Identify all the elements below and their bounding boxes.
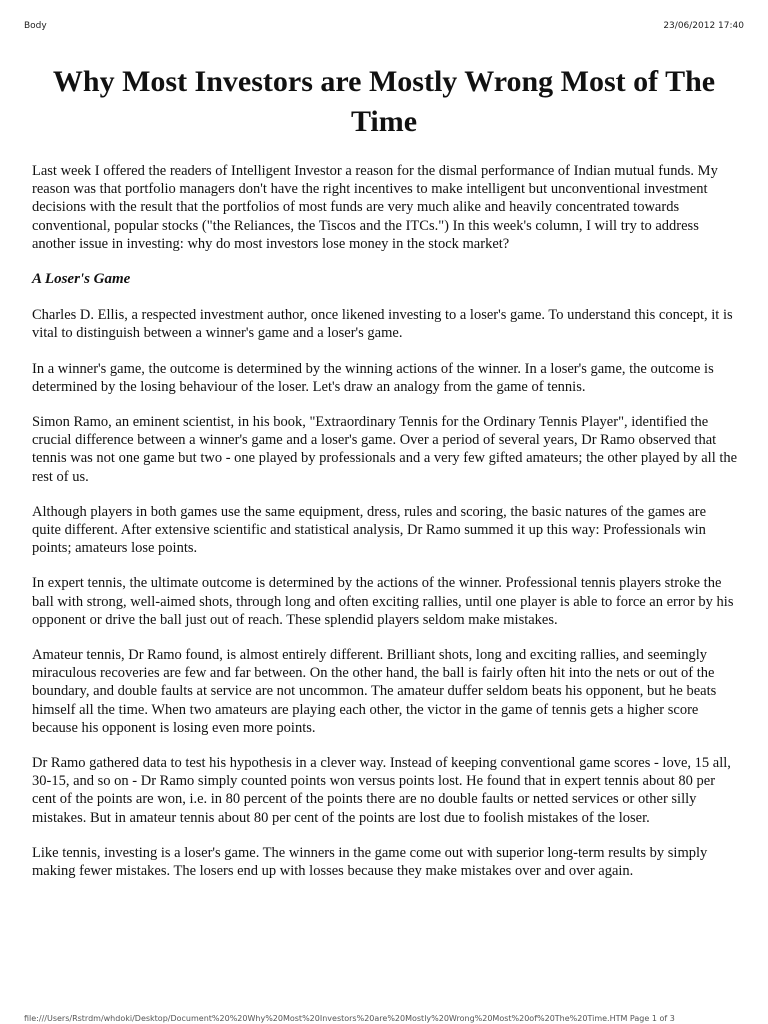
paragraph: Charles D. Ellis, a respected investment author, once likened investing to a loser's game. To understand this concept, it is vital to distinguish between a winner's game and a loser's game. xyxy=(32,307,733,342)
paragraph: In expert tennis, the ultimate outcome is determined by the actions of the winner. Professional tennis players stroke the ball with strong, well-aimed shots, through long and often exciting rallies, until one player is able to force an error by his opponent or drive the ball just out of reach. These splendid players seldom make mistakes. xyxy=(32,575,734,628)
print-footer: file:///Users/Rstrdm/whdoki/Desktop/Document%20%20Why%20Most%20Investors%20are%20Mostly%20Wrong%20Most%20of%20The%20Time.HTM Page 1 of 3 xyxy=(24,1014,675,1023)
paragraph: In a winner's game, the outcome is determined by the winning actions of the winner. In a loser's game, the outcome is determined by the losing behaviour of the loser. Let's draw an analogy from the game of tennis. xyxy=(32,360,714,395)
paragraph: Like tennis, investing is a loser's game. The winners in the game come out with superior long-term results by simply making fewer mistakes. The losers end up with losses because they make mistakes over and over again. xyxy=(32,844,708,880)
print-header xyxy=(24,21,744,35)
paragraph: Simon Ramo, an eminent scientist, in his book, "Extraordinary Tennis for the Ordinary Tennis Player", identified the crucial difference between a winner's game and a loser's game. Over a period of several years, Dr Ramo observed that tennis was not one game but two - one played by professionals and a very few gifted amateurs; the other played by all the rest of us. xyxy=(32,414,738,485)
paragraph: Although players in both games use the same equipment, dress, rules and scoring, the basic natures of the games are quite different. After extensive scientific and statistical analysis, Dr Ramo summed it up this way: Professionals win points; amateurs lose points. xyxy=(32,503,707,557)
paragraph: Dr Ramo gathered data to test his hypothesis in a clever way. Instead of keeping conventional game scores - love, 15 all, 30-15, and so on - Dr Ramo simply counted points won versus points lost. He found that in expert tennis about 80 per cent of the points are won, i.e. in 80 percent of the points there are no double faults or netted services or other silly mistakes. But in amateur tennis about 80 per cent of the points are lost due to foolish mistakes of the loser. xyxy=(32,755,731,826)
paragraph-intro: Last week I offered the readers of Intelligent Investor a reason for the dismal performance of Indian mutual funds. My reason was that portfolio managers don't have the right incentives to make intelligent but unconventional investment decisions with the result that the portfolios of most funds are very much alike and heavily concentrated towards conventional, popular stocks ("the Reliances, the Tiscos and the ITCs.") In this week's column, I will try to address another issue in investing: why do most investors lose money in the stock market? xyxy=(32,163,718,252)
article-body xyxy=(32,162,738,897)
header-timestamp: 23/06/2012 17:40 xyxy=(663,21,744,31)
article-title: Why Most Investors are Mostly Wrong Most of The Time xyxy=(52,65,716,138)
header-left: Body xyxy=(24,21,47,31)
subheading: A Loser's Game xyxy=(32,271,131,288)
paragraph: Amateur tennis, Dr Ramo found, is almost entirely different. Brilliant shots, long and exciting rallies, and seemingly miraculous recoveries are few and far between. On the other hand, the ball is fairly often hit into the nets or out of the boundary, and double faults at service are not uncommon. The amateur duffer seldom beats his opponent, but he beats himself all the time. When two amateurs are playing each other, the victor in the game of tennis gets a higher score because his opponent is losing even more points. xyxy=(32,647,717,736)
